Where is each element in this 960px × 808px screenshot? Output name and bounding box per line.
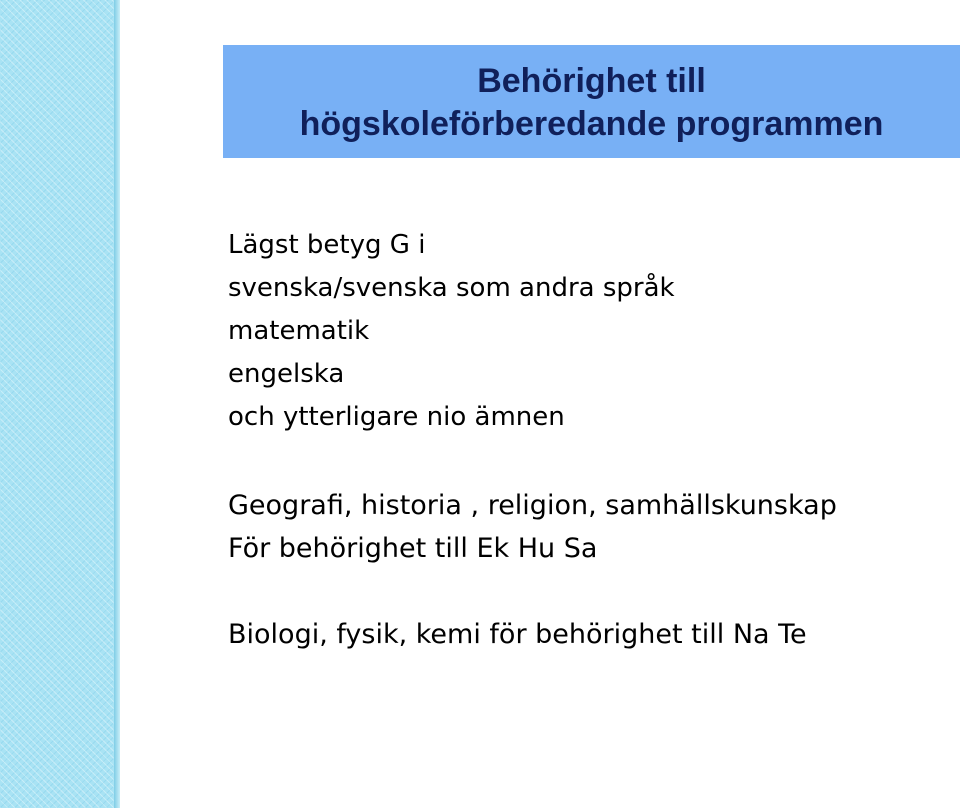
title-line-2: högskoleförberedande programmen [299,104,884,143]
requirements-line: Lägst betyg G i [228,230,426,260]
requirements-line: och ytterligare nio ämnen [228,402,565,432]
requirements-line: svenska/svenska som andra språk [228,273,675,303]
decorative-side-band [0,0,114,808]
requirements-block [228,224,675,439]
decorative-side-edge [114,0,120,808]
science-subjects-block [228,613,807,656]
social-subjects-line: Geografi, historia , religion, samhällskunskap [228,490,837,521]
social-subjects-block [228,484,837,570]
requirements-line: matematik [228,316,370,346]
science-eligibility-line: Biologi, fysik, kemi för behörighet till Na Te [228,619,807,650]
title-banner [223,45,960,158]
title-line-1: Behörighet till [477,61,706,100]
social-eligibility-line: För behörighet till Ek Hu Sa [228,533,598,564]
requirements-line: engelska [228,359,345,389]
